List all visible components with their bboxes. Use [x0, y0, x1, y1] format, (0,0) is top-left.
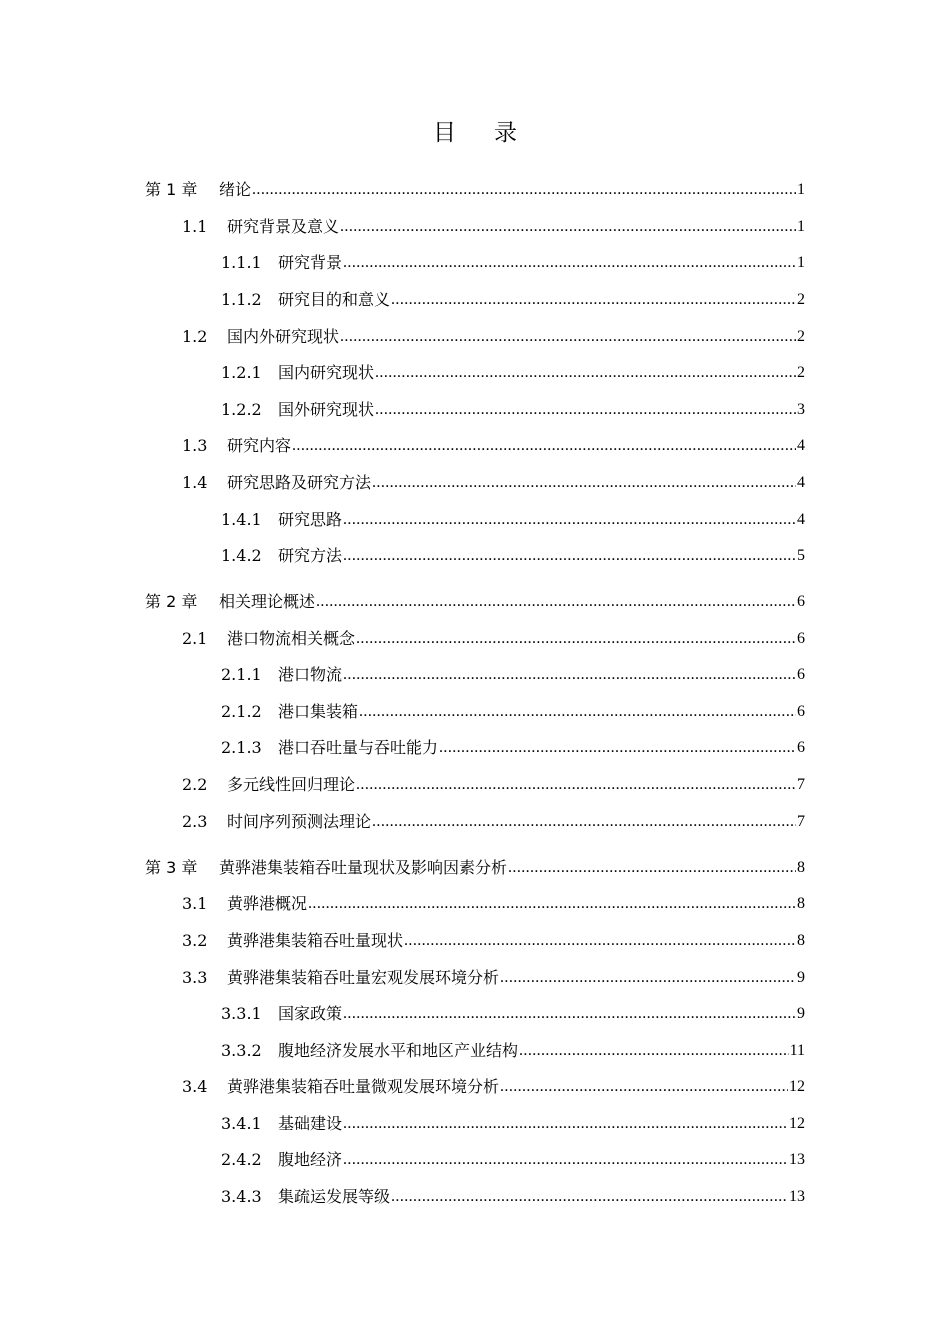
toc-entry-number: 3.4.1 [221, 1114, 262, 1133]
toc-entry-number: 3.3 [182, 968, 208, 987]
toc-entry-label: 黄骅港概况 [227, 894, 308, 913]
toc-entry-page-number: 12 [789, 1115, 805, 1132]
toc-entry-number: 2.4.2 [221, 1150, 262, 1169]
toc-dot-leader [343, 253, 796, 273]
toc-entry-label: 研究背景及意义 [227, 217, 340, 236]
toc-entry-number: 2.1 [182, 629, 208, 648]
toc-entry-label: 国家政策 [278, 1004, 343, 1023]
toc-entry[interactable] [182, 767, 805, 803]
toc-entry-label: 多元线性回归理论 [227, 775, 356, 794]
toc-entry-label: 黄骅港集装箱吞吐量微观发展环境分析 [227, 1077, 500, 1096]
toc-dot-leader [252, 180, 796, 200]
toc-entry-number: 1.2 [182, 327, 208, 346]
toc-entry-label: 研究思路 [278, 510, 343, 529]
toc-entry-number: 2.1.1 [221, 665, 262, 684]
toc-entry-page-number: 13 [789, 1188, 805, 1205]
toc-entry[interactable] [221, 1106, 805, 1142]
toc-dot-leader [391, 290, 796, 310]
toc-dot-leader [340, 217, 796, 237]
toc-entry-number: 2.3 [182, 812, 208, 831]
toc-entry-number: 第 3 章 [145, 858, 198, 877]
toc-dot-leader [340, 327, 796, 347]
toc-dot-leader [519, 1041, 789, 1061]
toc-dot-leader [343, 665, 796, 685]
toc-entry[interactable] [182, 428, 805, 464]
toc-entry-page-number: 6 [797, 630, 805, 647]
toc-dot-leader [343, 1150, 788, 1170]
toc-entry[interactable] [182, 209, 805, 245]
toc-entry[interactable] [221, 1142, 805, 1178]
toc-dot-leader [343, 510, 796, 530]
toc-entry-number: 3.2 [182, 931, 208, 950]
toc-entry-page-number: 2 [797, 291, 805, 308]
toc-entry-number: 第 1 章 [145, 180, 198, 199]
toc-entry-page-number: 2 [797, 364, 805, 381]
toc-entry-number: 2.1.2 [221, 702, 262, 721]
toc-entry-number: 1.2.2 [221, 400, 262, 419]
toc-entry-label: 研究背景 [278, 253, 343, 272]
toc-entry-page-number: 1 [797, 181, 805, 198]
toc-entry-page-number: 1 [797, 254, 805, 271]
toc-entry[interactable] [221, 996, 805, 1032]
toc-dot-leader [500, 1077, 788, 1097]
toc-entry-page-number: 12 [789, 1078, 805, 1095]
toc-entry[interactable] [145, 584, 805, 620]
toc-entry-page-number: 9 [797, 969, 805, 986]
toc-entry-label: 国内外研究现状 [227, 327, 340, 346]
toc-entry-number: 1.1.2 [221, 290, 262, 309]
toc-entry[interactable] [221, 1179, 805, 1215]
toc-entry[interactable] [221, 538, 805, 574]
toc-entry[interactable] [182, 1069, 805, 1105]
toc-entry-page-number: 6 [797, 666, 805, 683]
toc-entry-label: 港口集装箱 [278, 702, 359, 721]
toc-entry-number: 1.1 [182, 217, 208, 236]
toc-entry-page-number: 11 [789, 1042, 805, 1059]
toc-entry[interactable] [182, 319, 805, 355]
toc-entry[interactable] [182, 621, 805, 657]
toc-entry-label: 基础建设 [278, 1114, 343, 1133]
toc-dot-leader [375, 400, 796, 420]
toc-entry-label: 国外研究现状 [278, 400, 375, 419]
toc-entry[interactable] [221, 730, 805, 766]
toc-entry-label: 研究目的和意义 [278, 290, 391, 309]
toc-entry-label: 黄骅港集装箱吞吐量现状 [227, 931, 404, 950]
toc-entry-label: 港口物流 [278, 665, 343, 684]
toc-entry-page-number: 6 [797, 703, 805, 720]
toc-entry-page-number: 8 [797, 895, 805, 912]
toc-dot-leader [372, 473, 796, 493]
toc-entry-page-number: 8 [797, 859, 805, 876]
toc-entry-label: 相关理论概述 [219, 592, 316, 611]
toc-entry[interactable] [221, 282, 805, 318]
toc-entry[interactable] [221, 502, 805, 538]
toc-entry-label: 腹地经济发展水平和地区产业结构 [278, 1041, 519, 1060]
toc-entry[interactable] [182, 960, 805, 996]
toc-entry[interactable] [221, 355, 805, 391]
toc-entry-page-number: 6 [797, 593, 805, 610]
toc-entry-page-number: 8 [797, 932, 805, 949]
page-title: 目录 [433, 120, 555, 146]
toc-entry[interactable] [221, 1033, 805, 1069]
toc-entry-page-number: 5 [797, 547, 805, 564]
toc-entry[interactable] [182, 804, 805, 840]
toc-dot-leader [316, 592, 796, 612]
toc-entry-label: 腹地经济 [278, 1150, 343, 1169]
toc-entry-number: 第 2 章 [145, 592, 198, 611]
toc-entry-label: 国内研究现状 [278, 363, 375, 382]
toc-entry-number: 3.3.1 [221, 1004, 262, 1023]
toc-dot-leader [308, 894, 796, 914]
toc-entry-number: 1.4.1 [221, 510, 262, 529]
toc-entry-page-number: 3 [797, 401, 805, 418]
toc-entry-label: 时间序列预测法理论 [227, 812, 372, 831]
toc-entry-label: 集疏运发展等级 [278, 1187, 391, 1206]
toc-entry-number: 2.1.3 [221, 738, 262, 757]
toc-entry[interactable] [182, 465, 805, 501]
toc-dot-leader [359, 702, 796, 722]
toc-entry-number: 1.3 [182, 436, 208, 455]
toc-entry-page-number: 7 [797, 776, 805, 793]
toc-dot-leader [372, 812, 796, 832]
toc-entry-page-number: 7 [797, 813, 805, 830]
toc-entry-label: 研究内容 [227, 436, 292, 455]
toc-dot-leader [375, 363, 796, 383]
toc-entry[interactable] [221, 657, 805, 693]
toc-entry-number: 2.2 [182, 775, 208, 794]
toc-entry-number: 1.1.1 [221, 253, 262, 272]
toc-entry-page-number: 4 [797, 437, 805, 454]
toc-entry[interactable] [182, 886, 805, 922]
toc-entry[interactable] [221, 392, 805, 428]
toc-dot-leader [343, 546, 796, 566]
toc-entry-page-number: 1 [797, 218, 805, 235]
toc-entry[interactable] [221, 245, 805, 281]
toc-entry-page-number: 4 [797, 511, 805, 528]
toc-entry-label: 研究方法 [278, 546, 343, 565]
toc-entry-label: 港口物流相关概念 [227, 629, 356, 648]
toc-entry-page-number: 9 [797, 1005, 805, 1022]
toc-entry-number: 3.1 [182, 894, 208, 913]
toc-dot-leader [508, 858, 796, 878]
toc-dot-leader [356, 629, 796, 649]
toc-entry-page-number: 2 [797, 328, 805, 345]
toc-dot-leader [404, 931, 796, 951]
toc-entry-label: 黄骅港集装箱吞吐量现状及影响因素分析 [219, 858, 508, 877]
toc-entry-number: 3.4.3 [221, 1187, 262, 1206]
toc-dot-leader [343, 1114, 788, 1134]
toc-dot-leader [439, 738, 796, 758]
toc-entry-label: 研究思路及研究方法 [227, 473, 372, 492]
toc-entry[interactable] [145, 850, 805, 886]
toc-entry-page-number: 6 [797, 739, 805, 756]
toc-entry[interactable] [182, 923, 805, 959]
toc-dot-leader [500, 968, 796, 988]
toc-entry-label: 黄骅港集装箱吞吐量宏观发展环境分析 [227, 968, 500, 987]
toc-entry-number: 1.4 [182, 473, 208, 492]
toc-dot-leader [343, 1004, 796, 1024]
toc-entry-number: 1.4.2 [221, 546, 262, 565]
toc-entry-number: 1.2.1 [221, 363, 262, 382]
toc-entry-number: 3.4 [182, 1077, 208, 1096]
toc-entry-number: 3.3.2 [221, 1041, 262, 1060]
toc-dot-leader [292, 436, 796, 456]
toc-entry[interactable] [145, 172, 805, 208]
toc-entry-page-number: 13 [789, 1151, 805, 1168]
toc-dot-leader [356, 775, 796, 795]
toc-dot-leader [391, 1187, 788, 1207]
toc-entry-label: 港口吞吐量与吞吐能力 [278, 738, 439, 757]
toc-entry-page-number: 4 [797, 474, 805, 491]
toc-entry[interactable] [221, 694, 805, 730]
toc-entry-label: 绪论 [219, 180, 252, 199]
